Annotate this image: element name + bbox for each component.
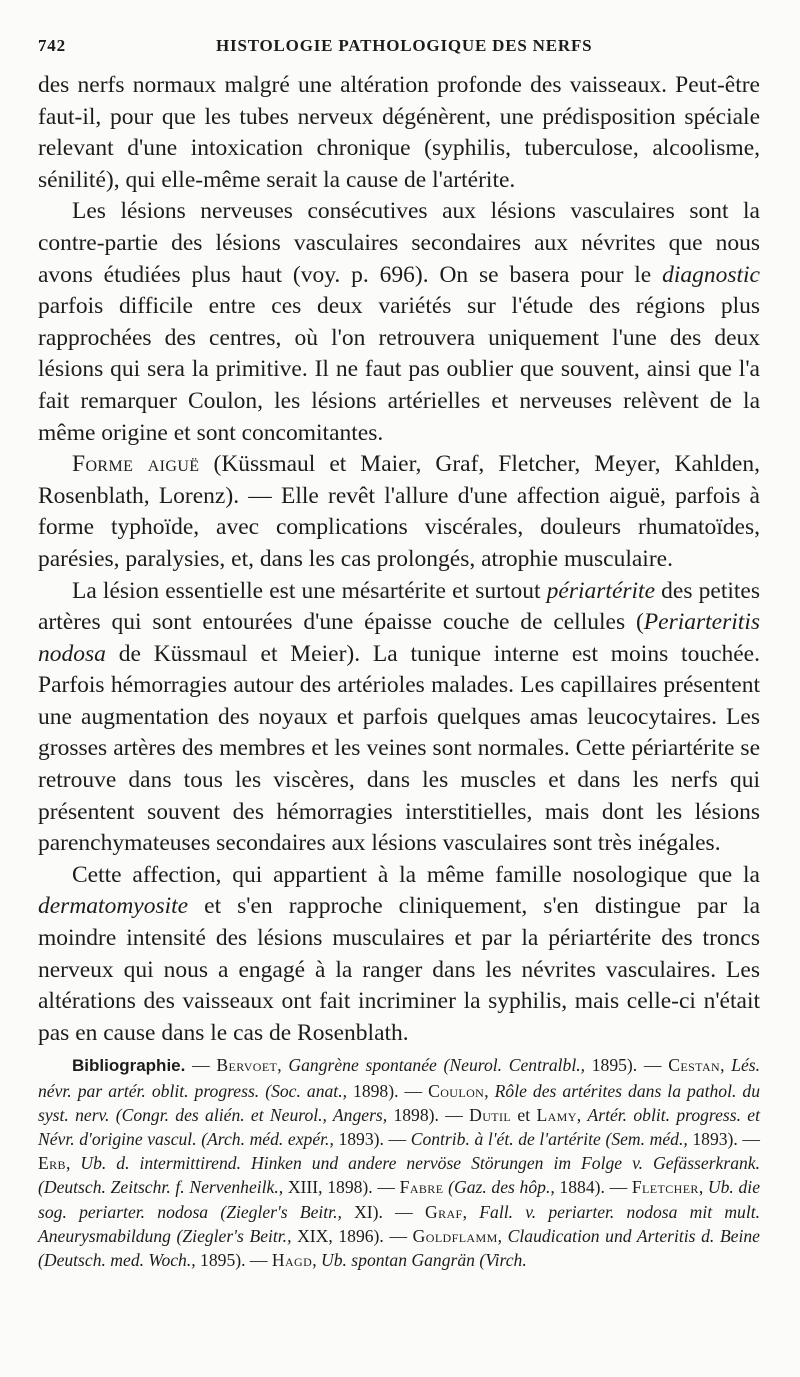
biblio-text: XI). — (341, 1201, 425, 1222)
biblio-text: 1895). — (195, 1250, 272, 1271)
paragraph-4-italic-2: Periarteritis nodosa (38, 609, 760, 667)
biblio-work: Claudication und Arteritis d. Beine (Deutsch. med. Woch., (38, 1225, 760, 1271)
biblio-text: , (576, 1104, 588, 1125)
paragraph-5-text-a: Cette affection, qui appartient à la même famille nosologique que la (72, 861, 760, 888)
biblio-text: , (497, 1225, 508, 1246)
paragraph-2-italic-diagnostic: diagnostic (662, 261, 760, 288)
section-heading-forme-aigue: Forme aiguë (72, 451, 200, 478)
biblio-author: Dutil (469, 1104, 512, 1125)
biblio-author: Fabre (399, 1177, 444, 1198)
bibliography-heading: Bibliographie. (72, 1056, 186, 1076)
biblio-text: 1898). — (347, 1080, 429, 1101)
paragraph-4-text-b: des petites artères qui sont entourées d'une épaisse couche de cellules ( (38, 577, 760, 636)
paragraph-2 (38, 196, 760, 449)
biblio-text: , (277, 1055, 289, 1076)
body-text (38, 70, 760, 1049)
biblio-work: Fall. v. periarter. nodosa mit mult. Aneurysmabildung (Ziegler's Beitr., (38, 1201, 761, 1246)
biblio-text: , (462, 1201, 480, 1222)
paragraph-5-italic: dermatomyosite (38, 893, 189, 920)
biblio-author: Erb (38, 1153, 66, 1174)
biblio-text: 1884). — (554, 1177, 632, 1198)
biblio-work: (Gaz. des hôp., (448, 1177, 555, 1198)
biblio-text: 1898). — (387, 1104, 470, 1125)
biblio-text: XIX, 1896). — (291, 1225, 413, 1246)
biblio-work: Lés. névr. par artér. oblit. progress. (Soc. anat., (38, 1055, 761, 1101)
biblio-text: et (511, 1104, 537, 1125)
paragraph-4-text-c: de Küssmaul et Meier). La tunique interne est moins touchée. Parfois hémorragies autour des artérioles malades. Les capillaires présentent une augmentation des noyaux et parfois quelques amas leucocytaires. Les grosses artères des membres et les veines sont normales. Cette périartérite se retrouve dans tous les viscères, dans les muscles et dans les nerfs qui présentent souvent des hémorragies interstitielles, mais dont les lésions parenchymateuses secondaires aux lésions vasculaires sont très inégales. (38, 640, 760, 857)
biblio-author: Coulon (428, 1080, 485, 1101)
paragraph-4-text-a: La lésion essentielle est une mésartérite et surtout (72, 577, 547, 604)
paragraph-2-text-a: Les lésions nerveuses consécutives aux lésions vasculaires sont la contre-partie des lésions vasculaires secondaires aux névrites que nous avons étudiées plus haut (voy. p. 696). On se basera pour le (38, 198, 760, 288)
bibliography (38, 1053, 760, 1272)
biblio-author: Graf (424, 1201, 463, 1222)
biblio-text: 1893). — (333, 1129, 411, 1150)
paragraph-2-text-b: parfois difficile entre ces deux variétés sur l'étude des régions plus rapprochées des centres, où l'on retrouvera uniquement l'une des deux lésions qui sera la primitive. Il ne faut pas oublier que souvent, ainsi que l'a fait remarquer Coulon, les lésions artérielles et nerveuses relèvent de la même origine et sont concomitantes. (38, 293, 760, 446)
running-header (38, 36, 760, 70)
paragraph-1-text: des nerfs normaux malgré une altération profonde des vaisseaux. Peut-être faut-il, pour que les tubes nerveux dégénèrent, une prédisposition spéciale relevant d'une intoxication chronique (syphilis, tuberculose, alcoolisme, sénilité), qui elle-même serait la cause de l'artérite. (38, 72, 760, 193)
biblio-text: , (484, 1080, 495, 1101)
biblio-text: XIII, 1898). — (283, 1177, 400, 1198)
paragraph-4-italic-1: périartérite (546, 577, 656, 604)
biblio-work: Gangrène spontanée (Neurol. Centralbl., (288, 1055, 586, 1076)
biblio-text: , (720, 1055, 732, 1076)
paragraph-4 (38, 576, 760, 860)
biblio-work: Ub. spontan Gangrän (Virch. (321, 1250, 527, 1271)
biblio-text: — (185, 1055, 217, 1076)
biblio-text: 1893). — (687, 1129, 761, 1150)
biblio-text: , (65, 1153, 81, 1174)
paragraph-3 (38, 449, 760, 575)
running-title: HISTOLOGIE PATHOLOGIQUE DES NERFS (216, 36, 593, 55)
biblio-work: Ub. d. intermittirend. Hinken und andere nervöse Störungen im Folge v. Gefässerkrank. (Deutsch. Zeitschr. f. Nervenheilk., (38, 1153, 761, 1198)
biblio-author: Lamy (536, 1104, 577, 1125)
biblio-author: Goldflamm (412, 1225, 498, 1246)
biblio-text: , (312, 1250, 321, 1271)
biblio-work: Ub. die sog. periarter. nodosa (Ziegler's Beitr., (38, 1177, 761, 1222)
paragraph-5 (38, 860, 760, 1050)
biblio-author: Bervoet (216, 1055, 278, 1076)
paragraph-3-text: (Küssmaul et Maier, Graf, Fletcher, Meyer, Kahlden, Rosenblath, Lorenz). — Elle revêt l'allure d'une affection aiguë, parfois à forme typhoïde, avec complications viscérales, douleurs rhumatoïdes, parésies, paralysies, et, dans les cas prolongés, atrophie musculaire. (38, 451, 760, 572)
paragraph-1 (38, 70, 760, 196)
biblio-author: Cestan (668, 1055, 721, 1076)
biblio-text: , (698, 1177, 708, 1198)
biblio-text: 1895). — (585, 1055, 669, 1076)
biblio-author: Fletcher (631, 1177, 699, 1198)
biblio-author: Hagd (271, 1250, 313, 1271)
biblio-work: Rôle des artérites dans la pathol. du syst. nerv. (Congr. des alién. et Neurol., Angers, (38, 1080, 760, 1125)
paragraph-5-text-b: et s'en rapproche cliniquement, s'en distingue par la moindre intensité des lésions musculaires et par la périartérite des troncs nerveux qui nous a engagé à la ranger dans les névrites vasculaires. Les altérations des vaisseaux ont fait incriminer la syphilis, mais celle-ci n'était pas en cause dans le cas de Rosenblath. (38, 893, 760, 1046)
biblio-work: Contrib. à l'ét. de l'artérite (Sem. méd., (410, 1129, 688, 1150)
page-number: 742 (38, 36, 66, 55)
biblio-work: Artér. oblit. progress. et Névr. d'origine vascul. (Arch. méd. expér., (38, 1104, 761, 1150)
